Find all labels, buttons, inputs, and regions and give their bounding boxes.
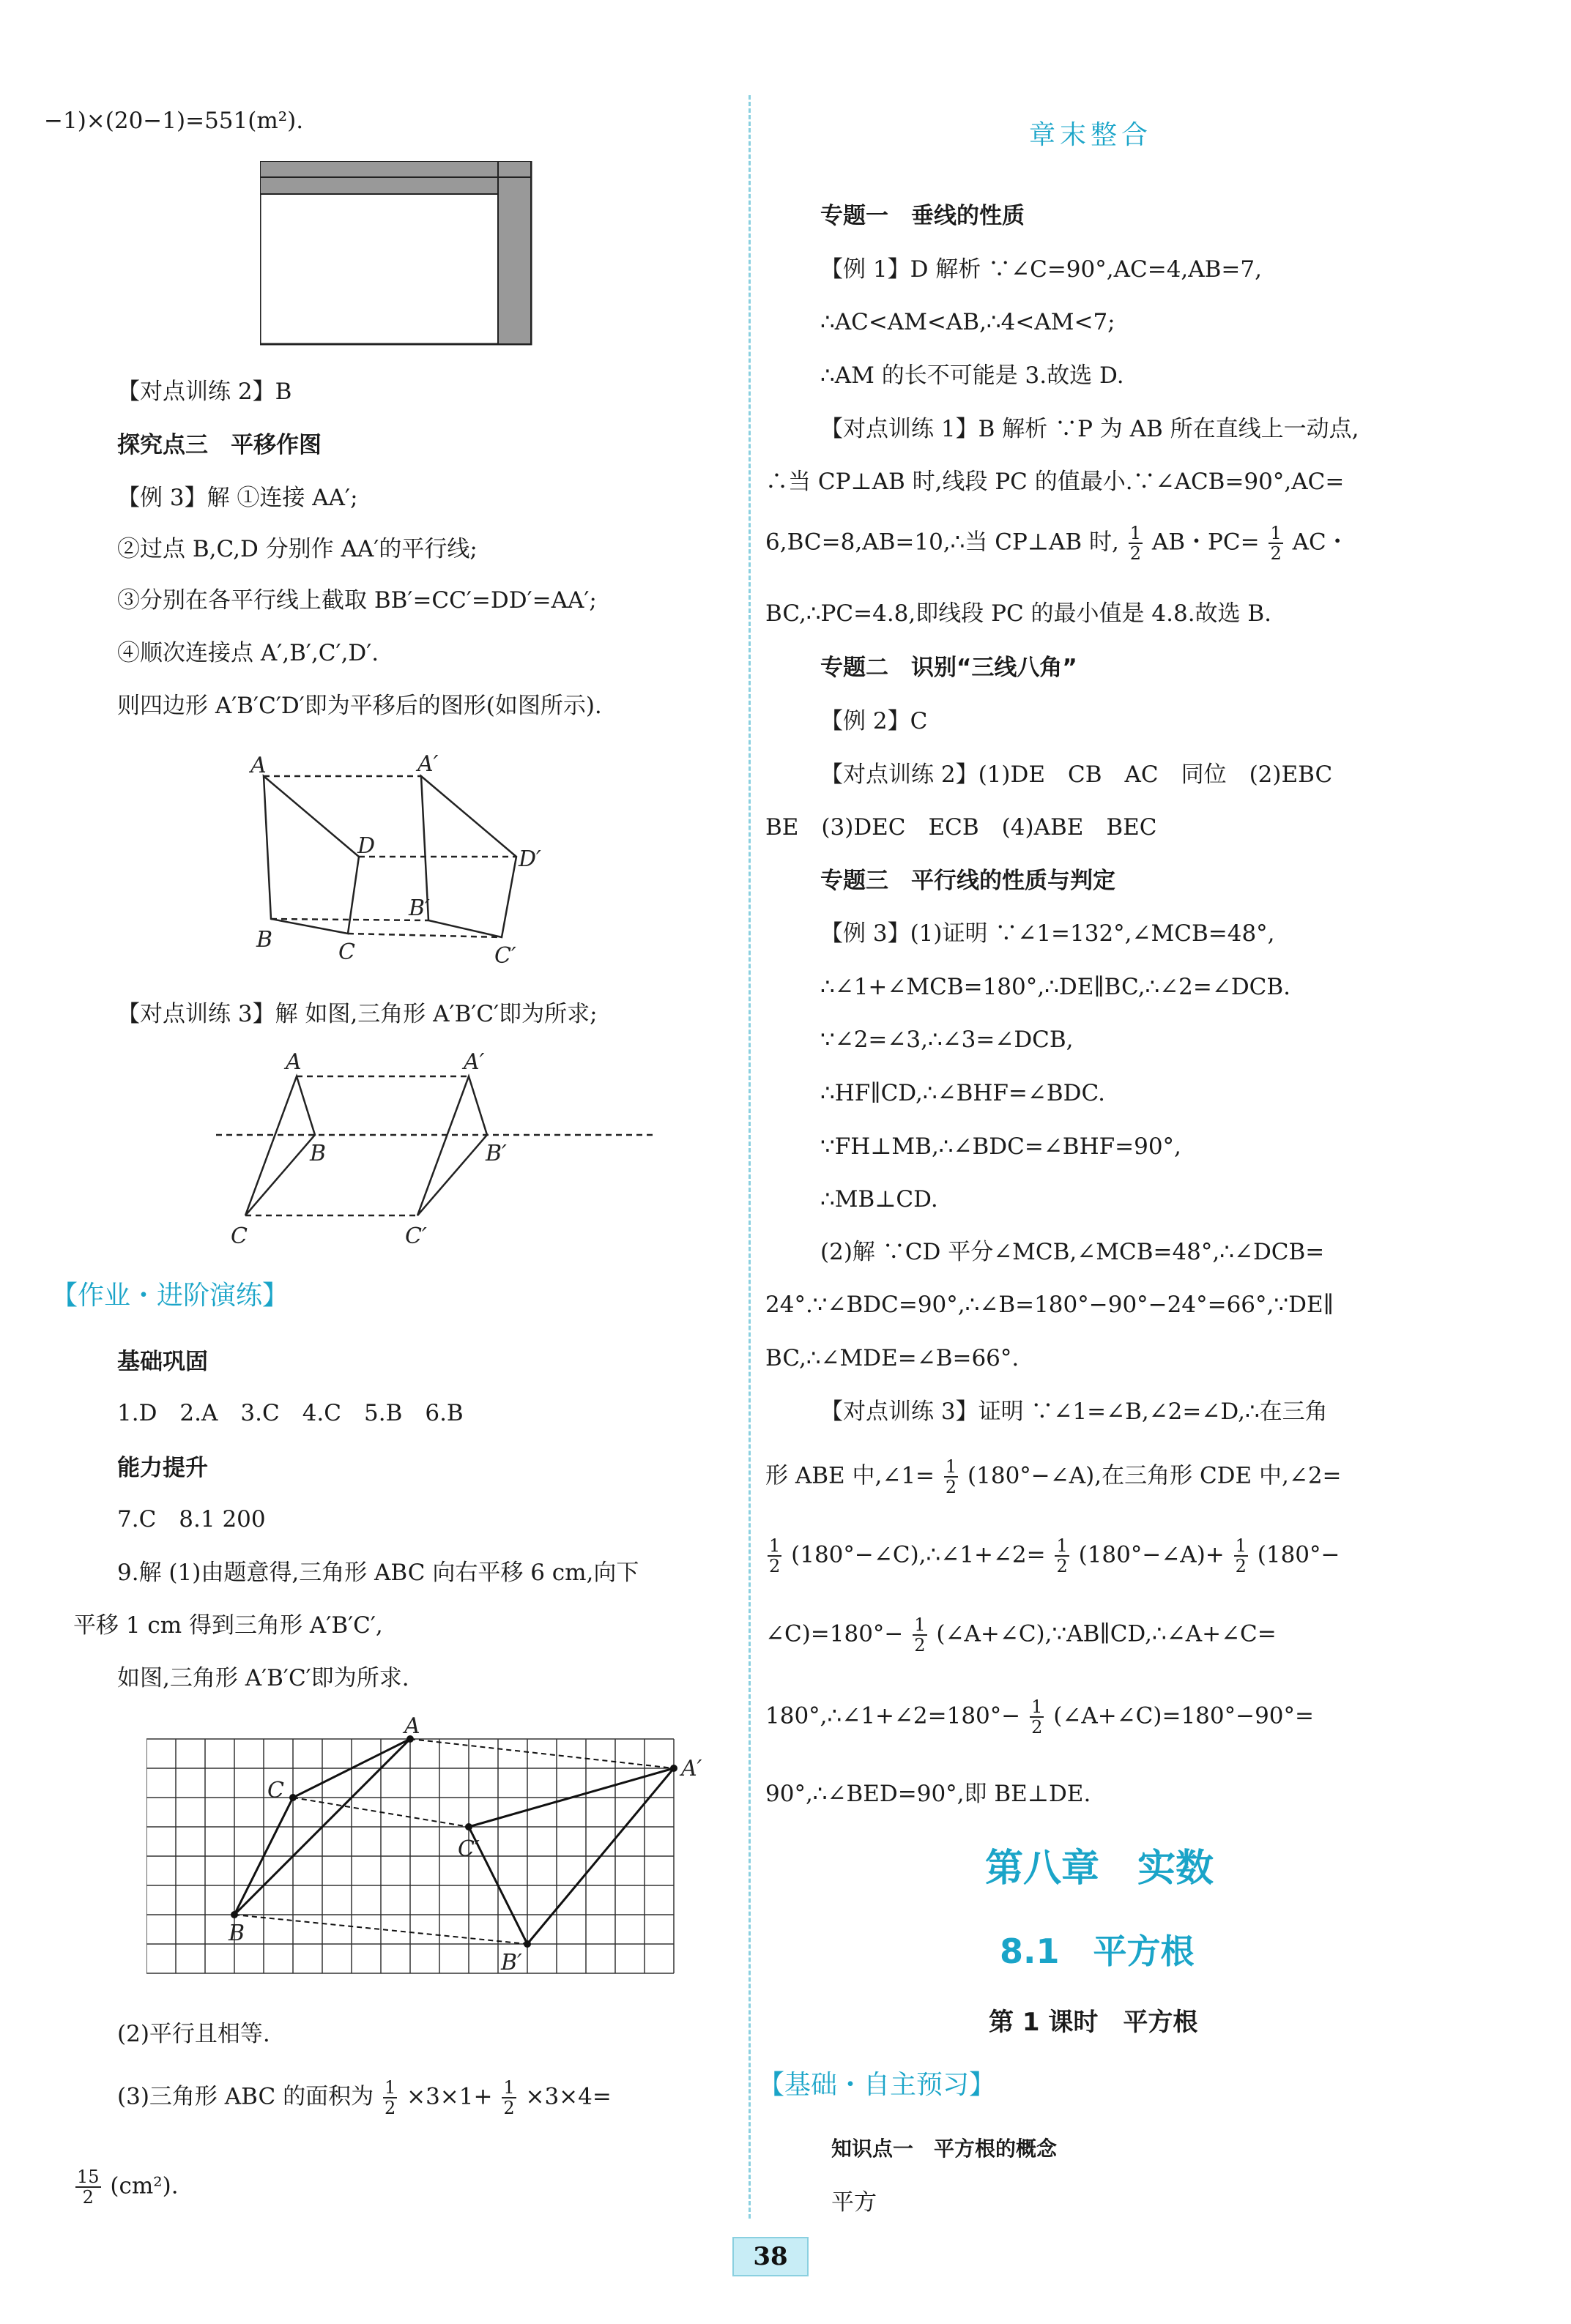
- fraction-one-half: $\frac{1}{2}$: [1235, 1535, 1247, 1576]
- text-line: BE (3)DEC ECB (4)ABE BEC: [765, 814, 1157, 841]
- answer-line: 1.D 2.A 3.C 4.C 5.B 6.B: [117, 1400, 464, 1426]
- text-line: BC,∴PC=4.8,即线段 PC 的最小值是 4.8.故选 B.: [765, 600, 1272, 627]
- text-line: 【例 3】(1)证明 ∵∠1=132°,∠MCB=48°,: [820, 920, 1275, 947]
- text-line: ∴AC<AM<AB,∴4<AM<7;: [820, 309, 1115, 335]
- label-C-prime: C′: [458, 1836, 480, 1862]
- fraction-one-half: $\frac{1}{2}$: [503, 2077, 515, 2118]
- label-A: A: [404, 1717, 420, 1739]
- knowledge-point-heading: 知识点一 平方根的概念: [831, 2137, 1058, 2161]
- fraction-one-half: $\frac{1}{2}$: [1129, 523, 1141, 564]
- label-C: C: [267, 1778, 284, 1803]
- text-line: ∴AM 的长不可能是 3.故选 D.: [820, 362, 1124, 389]
- text-line: 【例 2】C: [820, 708, 928, 734]
- text-line: (2)解 ∵CD 平分∠MCB,∠MCB=48°,∴∠DCB=: [820, 1239, 1325, 1265]
- answer-line: 7.C 8.1 200: [117, 1506, 266, 1532]
- text-segment: (3)三角形 ABC 的面积为: [117, 2083, 374, 2110]
- text-line: ∴当 CP⊥AB 时,线段 PC 的值最小.∵∠ACB=90°,AC=: [765, 469, 1345, 495]
- fraction-one-half: $\frac{1}{2}$: [769, 1535, 781, 1576]
- grid-translation-figure: [146, 1717, 732, 1995]
- fraction-one-half: $\frac{1}{2}$: [1270, 523, 1282, 564]
- lesson-title: 第 1 课时 平方根: [989, 2008, 1198, 2037]
- label-B-prime: B′: [501, 1950, 522, 1975]
- label-A-prime: A′: [464, 1049, 485, 1075]
- topic-heading: 专题一 垂线的性质: [820, 203, 1025, 229]
- label-A-prime: A′: [681, 1756, 702, 1781]
- text-segment: ∠C)=180°−: [765, 1620, 904, 1647]
- quadrilateral-translation-figure: [249, 751, 630, 970]
- topic-heading: 专题二 识别“三线八角”: [820, 655, 1077, 681]
- text-line: [117, 2078, 612, 2118]
- text-line: 平移 1 cm 得到三角形 A′B′C′,: [73, 1612, 383, 1639]
- label-D-prime: D′: [519, 846, 541, 872]
- chapter-title: 第八章 实数: [985, 1847, 1214, 1891]
- text-line: 【例 1】D 解析 ∵∠C=90°,AC=4,AB=7,: [820, 256, 1262, 283]
- text-line: 【对点训练 2】(1)DE CB AC 同位 (2)EBC: [820, 761, 1333, 788]
- triangle-translation-figure: [216, 1047, 670, 1259]
- text-segment: 形 ABE 中,∠1=: [765, 1462, 935, 1489]
- label-C-prime: C′: [405, 1224, 427, 1249]
- text-segment: ×3×4=: [525, 2083, 612, 2110]
- fraction-one-half: $\frac{1}{2}$: [1056, 1535, 1068, 1576]
- label-B-prime: B′: [409, 895, 430, 921]
- label-B: B: [256, 927, 273, 953]
- text-line: ∵∠2=∠3,∴∠3=∠DCB,: [820, 1027, 1074, 1053]
- text-segment: 6,BC=8,AB=10,∴当 CP⊥AB 时,: [765, 529, 1119, 556]
- text-line: 24°.∵∠BDC=90°,∴∠B=180°−90°−24°=66°,∵DE∥: [765, 1292, 1334, 1318]
- text-line: [765, 1536, 1340, 1576]
- text-line: (2)平行且相等.: [117, 2021, 270, 2047]
- label-C: C: [231, 1224, 248, 1249]
- fraction-one-half: $\frac{1}{2}$: [1031, 1697, 1043, 1738]
- label-B-prime: B′: [486, 1141, 507, 1166]
- subsection-heading: 基础巩固: [117, 1349, 208, 1375]
- text-line: BC,∴∠MDE=∠B=66°.: [765, 1345, 1020, 1371]
- subsection-heading: 探究点三 平移作图: [117, 432, 322, 458]
- label-B: B: [229, 1921, 245, 1946]
- chapter-summary-title: 章末整合: [1029, 120, 1153, 150]
- page-number: 38: [732, 2237, 809, 2276]
- text-line: 【对点训练 2】B: [117, 379, 292, 405]
- label-A: A: [286, 1049, 302, 1075]
- text-segment: 180°,∴∠1+∠2=180°−: [765, 1702, 1021, 1729]
- text-segment: (∠A+∠C)=180°−90°=: [1053, 1702, 1315, 1729]
- text-line: 90°,∴∠BED=90°,即 BE⊥DE.: [765, 1781, 1091, 1807]
- fraction-fifteen-halves: $\frac{15}{2}$: [77, 2167, 100, 2208]
- fraction-one-half: $\frac{1}{2}$: [384, 2077, 396, 2118]
- text-line: −1)×(20−1)=551(m²).: [44, 108, 304, 134]
- text-line: 【对点训练 3】解 如图,三角形 A′B′C′即为所求;: [117, 1001, 598, 1027]
- text-line: 9.解 (1)由题意得,三角形 ABC 向右平移 6 cm,向下: [117, 1560, 639, 1586]
- rectangle-figure: [260, 161, 538, 348]
- text-line: [765, 1457, 1342, 1497]
- text-line: ②过点 B,C,D 分别作 AA′的平行线;: [117, 536, 478, 562]
- label-C: C: [338, 939, 355, 965]
- label-C-prime: C′: [494, 943, 516, 969]
- text-line: [765, 524, 1349, 563]
- text-line: 【对点训练 3】证明 ∵∠1=∠B,∠2=∠D,∴在三角: [820, 1399, 1328, 1425]
- section-banner: 【作业・进阶演练】: [51, 1281, 289, 1311]
- text-line: [765, 1615, 1277, 1655]
- text-line: ③分别在各平行线上截取 BB′=CC′=DD′=AA′;: [117, 587, 597, 614]
- fraction-one-half: $\frac{1}{2}$: [914, 1614, 926, 1656]
- text-line: ∴MB⊥CD.: [820, 1186, 938, 1213]
- text-segment: (cm²).: [110, 2172, 179, 2200]
- text-line: ④顺次连接点 A′,B′,C′,D′.: [117, 640, 379, 666]
- text-segment: AC・: [1292, 529, 1349, 556]
- text-line: ∵FH⊥MB,∴∠BDC=∠BHF=90°,: [820, 1133, 1181, 1160]
- label-D: D: [357, 833, 376, 859]
- text-segment: (180°−∠A)+: [1078, 1541, 1225, 1568]
- text-line: 平方: [831, 2189, 877, 2216]
- text-line: 【例 3】解 ①连接 AA′;: [117, 485, 358, 511]
- label-A: A: [250, 753, 267, 778]
- text-line: 则四边形 A′B′C′D′即为平移后的图形(如图所示).: [117, 693, 602, 719]
- section-title: 8.1 平方根: [1000, 1932, 1195, 1971]
- text-line: [765, 1697, 1314, 1737]
- text-segment: ×3×1+: [406, 2083, 493, 2110]
- topic-heading: 专题三 平行线的性质与判定: [820, 868, 1115, 894]
- text-segment: (180°−∠C),∴∠1+∠2=: [791, 1541, 1046, 1568]
- text-segment: (∠A+∠C),∵AB∥CD,∴∠A+∠C=: [936, 1620, 1277, 1647]
- text-segment: (180°−∠A),在三角形 CDE 中,∠2=: [968, 1462, 1342, 1489]
- label-B: B: [310, 1141, 327, 1166]
- text-line: 【对点训练 1】B 解析 ∵P 为 AB 所在直线上一动点,: [820, 416, 1359, 442]
- text-line: ∴HF∥CD,∴∠BHF=∠BDC.: [820, 1080, 1105, 1106]
- section-banner: 【基础・自主预习】: [758, 2070, 996, 2100]
- subsection-heading: 能力提升: [117, 1455, 208, 1481]
- fraction-one-half: $\frac{1}{2}$: [945, 1456, 957, 1497]
- text-line: 如图,三角形 A′B′C′即为所求.: [117, 1665, 409, 1691]
- label-A-prime: A′: [417, 751, 439, 777]
- text-line: [73, 2167, 179, 2207]
- text-line: ∴∠1+∠MCB=180°,∴DE∥BC,∴∠2=∠DCB.: [820, 974, 1291, 1000]
- text-segment: (180°−: [1257, 1541, 1340, 1568]
- text-segment: AB・PC=: [1151, 529, 1260, 556]
- column-divider: [749, 95, 751, 2219]
